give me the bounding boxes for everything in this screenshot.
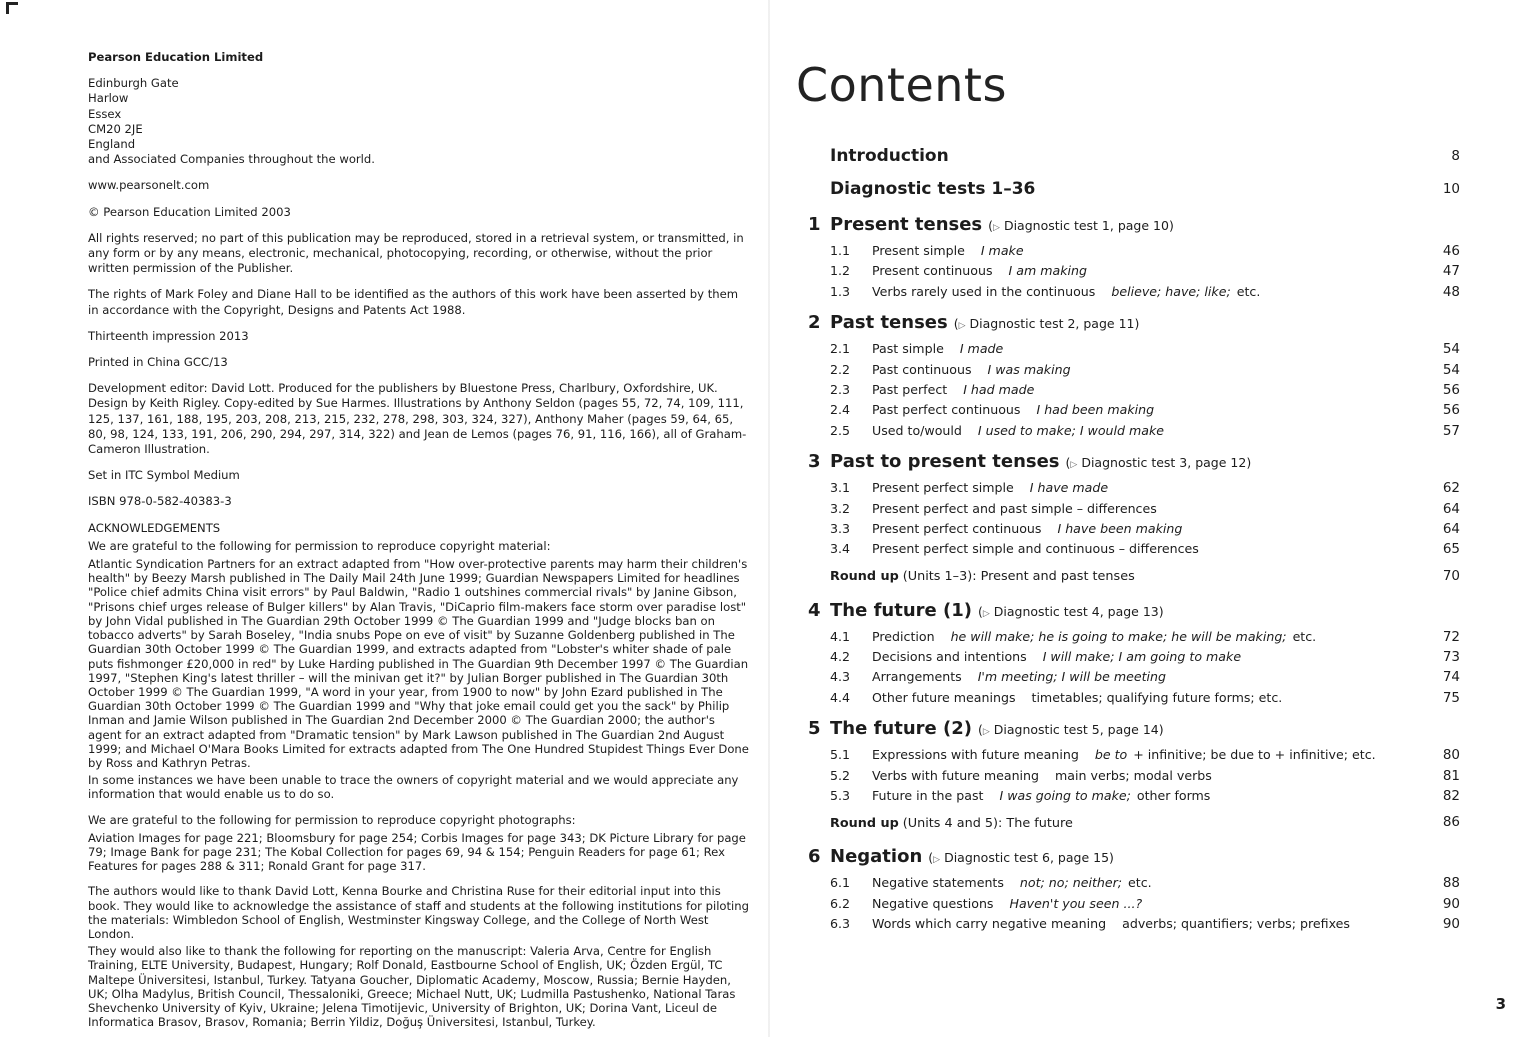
section-example: Haven't you seen ...? [1009, 895, 1143, 911]
section-entry [808, 629, 1468, 649]
toc-entry-label: Diagnostic tests 1–36 [830, 179, 1036, 199]
address-line: and Associated Companies throughout the world. [88, 152, 375, 167]
chapter-diagnostic-ref: (▷ Diagnostic test 3, page 12) [1065, 455, 1252, 471]
section-number: 3.4 [830, 541, 851, 557]
pointer-icon: ▷ [933, 855, 941, 866]
photo-acknowledgements-intro: We are grateful to the following for permission to reproduce copyright photographs: [88, 812, 576, 827]
chapter-ref-text: Diagnostic test 5, page 14 [993, 722, 1159, 738]
section-extra: adverbs; quantifiers; verbs; prefixes [1122, 916, 1350, 932]
section-example: I made [959, 341, 1004, 357]
round-up-entry [830, 562, 1468, 592]
section-entry [808, 382, 1468, 402]
section-entry [808, 341, 1468, 361]
section-entry [808, 243, 1468, 263]
rights-statement: All rights reserved; no part of this publication may be reproduced, stored in a retrieval system, or transmitted, in any form or by any means, electronic, mechanical, photocopying, recording, or otherwise, without the prior written permission of the Publisher. [88, 230, 744, 276]
chapter-diagnostic-ref: (▷ Diagnostic test 4, page 13) [977, 603, 1164, 619]
section-entry [808, 541, 1468, 561]
section-title: Expressions with future meaning [872, 747, 1079, 763]
chapter-number: 6 [808, 846, 821, 868]
section-number: 2.2 [830, 361, 851, 377]
section-number: 5.2 [830, 767, 851, 783]
section-example: I was going to make; [999, 788, 1131, 804]
section-example: I have made [1029, 480, 1109, 496]
toc-page-number: 64 [1442, 520, 1460, 537]
toc-page-number: 56 [1442, 402, 1460, 419]
toc-page-number: 54 [1442, 341, 1460, 358]
printed-in: Printed in China GCC/13 [88, 355, 228, 370]
toc-page-number: 10 [1442, 181, 1460, 197]
section-number: 2.4 [830, 402, 851, 418]
section-example: I have been making [1057, 520, 1183, 536]
section-title: Present perfect and past simple – differences [872, 500, 1157, 516]
section-entry [808, 896, 1468, 916]
round-up-label: Round up [830, 815, 899, 831]
authors-rights: The rights of Mark Foley and Diane Hall to be identified as the authors of this work have been asserted by them in accordance with the Copyright, Designs and Patents Act 1988. [88, 287, 739, 317]
section-number: 6.3 [830, 916, 851, 932]
chapter-ref-text: Diagnostic test 6, page 15 [944, 850, 1110, 866]
section-example: not; no; neither; [1019, 875, 1123, 891]
section-entry [808, 649, 1468, 669]
section-title: Past continuous [872, 361, 972, 377]
section-entry [808, 480, 1468, 500]
toc-page-number: 65 [1442, 541, 1460, 558]
chapter-number: 2 [808, 312, 821, 334]
section-title: Prediction [872, 628, 935, 644]
toc-page-number: 64 [1442, 500, 1460, 517]
chapter-heading [808, 312, 1468, 341]
section-number: 5.1 [830, 747, 851, 763]
acknowledgements-intro: We are grateful to the following for permission to reproduce copyright material: [88, 538, 551, 553]
section-number: 6.1 [830, 875, 851, 891]
chapter-diagnostic-ref: (▷ Diagnostic test 5, page 14) [977, 722, 1164, 738]
chapter-title: Negation [830, 846, 923, 868]
section-number: 5.3 [830, 788, 851, 804]
address-line: Harlow [88, 91, 129, 106]
chapter-number: 3 [808, 451, 821, 473]
section-number: 4.2 [830, 649, 851, 665]
table-of-contents [808, 140, 1468, 937]
section-example: believe; have; like; [1111, 283, 1231, 299]
toc-page-number: 75 [1442, 689, 1460, 706]
toc-page-number: 46 [1442, 243, 1460, 259]
chapter-ref-text: Diagnostic test 1, page 10 [1003, 218, 1169, 233]
acknowledgements-heading: ACKNOWLEDGEMENTS [88, 520, 221, 535]
section-entry [808, 768, 1468, 788]
pointer-icon: ▷ [993, 223, 1000, 233]
website: www.pearsonelt.com [88, 178, 210, 193]
round-up-text: (Units 1–3): Present and past tenses [902, 569, 1135, 585]
section-number: 2.3 [830, 381, 851, 397]
section-number: 3.1 [830, 480, 851, 496]
section-entry [808, 263, 1468, 283]
section-entry [808, 747, 1468, 767]
section-title: Verbs rarely used in the continuous [872, 283, 1096, 299]
typeface: Set in ITC Symbol Medium [88, 468, 240, 483]
section-title: Decisions and intentions [872, 649, 1027, 665]
toc-entry-label: Introduction [830, 146, 949, 166]
section-example: I was making [987, 361, 1071, 377]
section-number: 4.4 [830, 689, 851, 705]
section-number: 1.3 [830, 283, 851, 299]
chapter-diagnostic-ref: (▷ Diagnostic test 2, page 11) [953, 316, 1140, 332]
chapter-diagnostic-ref: (▷ Diagnostic test 6, page 15) [928, 850, 1114, 866]
section-example: I had been making [1036, 402, 1155, 418]
toc-page-number: 48 [1442, 283, 1460, 300]
round-up-label: Round up [830, 569, 899, 585]
section-number: 2.1 [830, 341, 851, 357]
toc-page-number: 56 [1442, 381, 1460, 398]
chapter-title: Present tenses [830, 214, 983, 235]
chapter-heading [808, 214, 1468, 243]
imprint-text [88, 50, 752, 1037]
section-example: I'm meeting; I will be meeting [977, 669, 1166, 685]
section-extra: other forms [1136, 788, 1211, 804]
toc-page-number: 70 [1442, 567, 1460, 584]
copyright-line: © Pearson Education Limited 2003 [88, 204, 291, 219]
acknowledgements-text: Atlantic Syndication Partners for an extract adapted from "How over-protective parents may harm their children's health" by Beezy Marsh published in The Daily Mail 24th June 1999; Guardian Newspapers Limited for headlines "Police chief admits China visit errors" by Paul Baldwin, "Radio 1 outshines commercial rivals" by Janine Gibson, "Prisons chief urges release of Bulger killers" by Alan Travis, "DiCaprio film-makers face storm over paradise lost" by John Vidal published in The Guardian 29th October 1999 © The Guardian 1999 and "Judge blocks ban on tobacco adverts" by Sarah Boseley, "India snubs Pope on eve of visit" by Suzanne Goldenberg published in The Guardian 30th October 1999 © The Guardian 1999, and extracts adapted from "Lobster's whiter shade of pale puts fishmonger £20,000 in red" by Luke Harding published in The Guardian 9th December 1997 © The Guardian 1997, "Stephen King's latest thriller – will the minivan get it?" by Julian Borger published in The Guardian 30th October 1999 © The Guardian 1999, "A word in your year, from 1900 to now" by John Ezard published in The Guardian 30th October 1999 © The Guardian 1999 and "Why that joke email could get you the sack" by Philip Inman and Jamie Wilson published in The Guardian 2nd December 2000 © The Guardian 2000; the author's agent for an extract adapted from "Dramatic tension" by Mark Lawson published in The Guardian 2nd August 1999; and Michael O'Mara Books Limited for extracts adapted from The One Hundred Stupidest Things Ever Done by Ross and Kathryn Petras. [88, 557, 749, 770]
toc-page-number: 73 [1442, 649, 1460, 666]
round-up-entry [830, 808, 1468, 838]
chapter-number: 1 [808, 214, 821, 235]
section-entry [808, 521, 1468, 541]
section-title: Verbs with future meaning [872, 767, 1040, 783]
section-number: 6.2 [830, 895, 851, 911]
section-title: Arrangements [872, 669, 962, 685]
corner-crop-mark [6, 2, 18, 14]
section-number: 2.5 [830, 422, 851, 438]
manuscript-thanks: They would also like to thank the following for reporting on the manuscript: Valeria Arva, Centre for English Training, ELTE University, Budapest, Hungary; Rolf Donald, Eastbourne School of English, UK; Özden Ergül, TC Maltepe Üniversitesi, Istanbul, Turkey. Tatyana Goucher, Diplomatic Academy, Moscow, Russia; Bernie Hayden, UK; Olha Madylus, British Council, Thessaloniki, Greece; Michael Nutt, UK; Ludmilla Pastushenko, National Taras Shevchenko University of Kyiv, Ukraine; Jelena Timotijevic, University of Brighton, UK; Dorina Vant, Liceul de Informatica Brasov, Brasov, Romania; Berrin Yildiz, Doğuş Üniversitesi, Istanbul, Turkey. [88, 944, 736, 1030]
chapter-number: 5 [808, 718, 821, 740]
round-up-text: (Units 4 and 5): The future [902, 815, 1073, 831]
section-extra: etc. [1236, 283, 1261, 299]
address-line: CM20 2JE [88, 121, 143, 136]
toc-entry-diagnostic-tests [830, 173, 1468, 206]
section-title: Past simple [872, 341, 944, 357]
toc-page-number: 90 [1442, 916, 1460, 933]
author-thanks: The authors would like to thank David Lott, Kenna Bourke and Christina Ruse for their editorial input into this book. They would like to acknowledge the assistance of staff and students at the following institutions for piloting the materials: Wimbledon School of English, Westminster Kingsway College, and the College of North West London. [88, 884, 749, 941]
section-number: 4.1 [830, 628, 851, 644]
section-entry [808, 501, 1468, 521]
pointer-icon: ▷ [982, 608, 990, 619]
section-example: he will make; he is going to make; he will be making; [950, 628, 1287, 644]
publisher-address [88, 50, 752, 65]
toc-entry-introduction [830, 140, 1468, 173]
toc-page-number: 72 [1442, 628, 1460, 645]
section-title: Other future meanings [872, 689, 1016, 705]
chapter-ref-text: Diagnostic test 3, page 12 [1081, 455, 1247, 471]
development-credits: Development editor: David Lott. Produced for the publishers by Bluestone Press, Charlbury, Oxfordshire, UK. Design by Keith Rigley. Copy-edited by Sue Harmes. Illustrations by Anthony Seldon (pages 55, 72, 74, 109, 111, 125, 137, 161, 188, 195, 203, 208, 213, 215, 232, 278, 298, 303, 324, 327), Anthony Maher (pages 59, 64, 65, 80, 98, 124, 133, 191, 206, 290, 294, 297, 314, 322) and Jean de Lemos (pages 76, 91, 116, 166), all of Graham-Cameron Illustration. [88, 381, 747, 457]
page-title: Contents [796, 58, 1007, 112]
pointer-icon: ▷ [1070, 460, 1078, 471]
section-extra: main verbs; modal verbs [1055, 767, 1212, 783]
section-entry [808, 875, 1468, 895]
section-title: Past perfect [872, 381, 948, 397]
address-line: Essex [88, 106, 122, 121]
section-entry [808, 284, 1468, 304]
section-title: Present perfect simple [872, 480, 1014, 496]
chapter-number: 4 [808, 599, 821, 621]
chapter-heading [808, 600, 1468, 629]
section-entry [808, 423, 1468, 443]
chapter-title: Past to present tenses [830, 451, 1060, 473]
section-extra: etc. [1128, 875, 1152, 891]
chapter-heading [808, 718, 1468, 747]
toc-page-number: 74 [1442, 669, 1460, 686]
section-entry [808, 916, 1468, 936]
address-line: Edinburgh Gate [88, 76, 179, 91]
address-line: England [88, 137, 136, 152]
section-title: Present perfect continuous [872, 520, 1042, 536]
pointer-icon: ▷ [982, 727, 990, 738]
chapter-title: Past tenses [830, 312, 948, 334]
section-number: 3.2 [830, 500, 851, 516]
chapter-heading [808, 451, 1468, 480]
pointer-icon: ▷ [958, 321, 966, 332]
section-extra: + infinitive; be due to + infinitive; etc. [1133, 747, 1376, 763]
section-entry [808, 788, 1468, 808]
section-example: I am making [1008, 263, 1087, 279]
toc-page-number: 8 [1451, 148, 1460, 164]
publisher-name: Pearson Education Limited [88, 50, 264, 64]
section-entry [808, 669, 1468, 689]
acknowledgements-note: In some instances we have been unable to trace the owners of copyright material and we would appreciate any information that would enable us to do so. [88, 773, 739, 802]
section-example: be to [1094, 747, 1128, 763]
toc-page-number: 81 [1442, 767, 1460, 784]
toc-page-number: 47 [1442, 263, 1460, 280]
photo-acknowledgements: Aviation Images for page 221; Bloomsbury for page 254; Corbis Images for page 343; DK Picture Library for page 79; Image Bank for page 231; The Kobal Collection for pages 69, 94 & 154; Penguin Readers for page 61; Rex Features for pages 288 & 311; Ronald Grant for page 317. [88, 830, 746, 874]
section-title: Negative statements [872, 875, 1004, 891]
toc-page-number: 90 [1442, 895, 1460, 912]
chapter-title: The future (2) [830, 718, 972, 740]
section-entry [808, 402, 1468, 422]
impression: Thirteenth impression 2013 [88, 328, 249, 343]
toc-page-number: 57 [1442, 422, 1460, 439]
chapter-heading [808, 846, 1468, 875]
toc-page-number: 88 [1442, 875, 1460, 892]
toc-page-number: 86 [1442, 814, 1460, 831]
section-title: Past perfect continuous [872, 402, 1021, 418]
section-entry [808, 690, 1468, 710]
chapter-diagnostic-ref: (▷ Diagnostic test 1, page 10) [988, 218, 1174, 233]
toc-page-number: 80 [1442, 747, 1460, 764]
chapter-ref-text: Diagnostic test 4, page 13 [993, 603, 1159, 619]
section-title: Present simple [872, 243, 965, 258]
section-example: I make [980, 243, 1024, 258]
section-entry [808, 362, 1468, 382]
chapter-list [808, 214, 1468, 937]
section-title: Words which carry negative meaning [872, 916, 1107, 932]
page-number: 3 [1495, 995, 1506, 1013]
toc-page-number: 54 [1442, 361, 1460, 378]
section-example: I had made [963, 381, 1035, 397]
section-number: 1.1 [830, 243, 851, 258]
isbn: ISBN 978-0-582-40383-3 [88, 494, 232, 509]
section-title: Used to/would [872, 422, 962, 438]
section-extra: etc. [1292, 628, 1317, 644]
toc-page-number: 82 [1442, 788, 1460, 805]
section-number: 4.3 [830, 669, 851, 685]
chapter-title: The future (1) [830, 599, 972, 621]
section-title: Present perfect simple and continuous – differences [872, 541, 1199, 557]
section-title: Future in the past [872, 788, 984, 804]
section-title: Negative questions [872, 895, 994, 911]
section-number: 3.3 [830, 520, 851, 536]
toc-page-number: 62 [1442, 480, 1460, 497]
section-example: I used to make; I would make [977, 422, 1165, 438]
section-number: 1.2 [830, 263, 851, 279]
section-extra: timetables; qualifying future forms; etc. [1031, 689, 1283, 705]
chapter-ref-text: Diagnostic test 2, page 11 [969, 316, 1135, 332]
section-example: I will make; I am going to make [1042, 649, 1242, 665]
section-title: Present continuous [872, 263, 993, 279]
